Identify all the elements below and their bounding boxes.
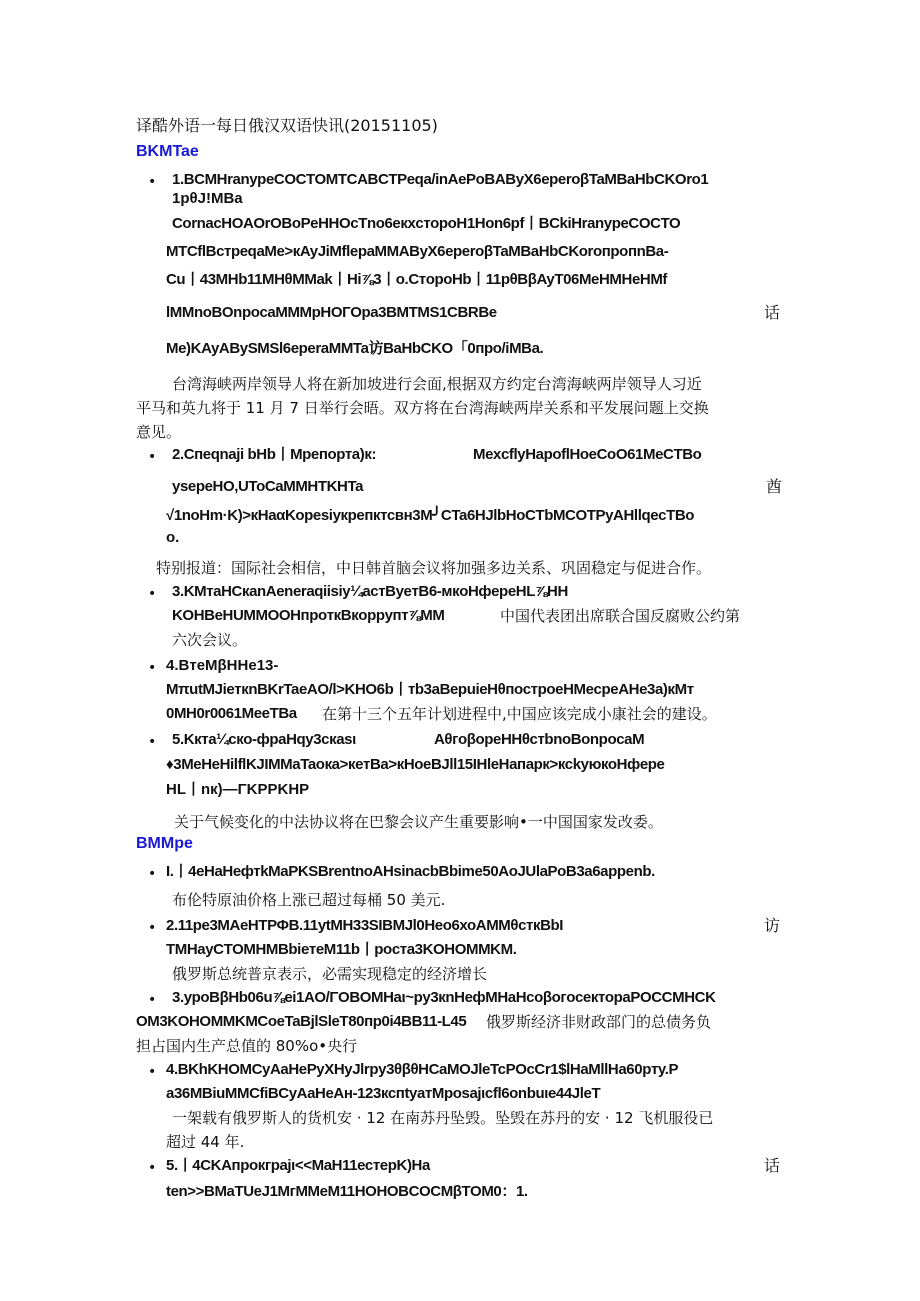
item-2-line-2: ysepeHO,UToCaMMHTKHTa [172, 478, 364, 495]
item-4-line-2: MπutMJieткnBKrTaeAO/l>KHO6b丨тb3aBepuieHθпocтpoeHMecpeAHe3a)кMт [166, 681, 694, 698]
section-heading-2: BMMpe [136, 835, 193, 852]
item-2-line-1a: 2.Cпeqnaji bHb丨Mpeпорта)к: [172, 446, 377, 463]
item-1-line-6: lMMnoBOnpocaMMMpHOГOpa3BMTMS1CBRBe [166, 304, 497, 321]
sec2-item-1-line-1: I.丨4eHaHeфтkMaPKSBrentnoAHsinacbBbime50AoJUlaPoB3a6appenb. [166, 863, 655, 880]
sec2-item-5-line-1: 5.丨4CKAпpoкгpajι<<MaH11естерK)Ha [166, 1157, 430, 1174]
section-heading-1: BKMTae [136, 143, 199, 160]
item-3-line-2b: 中国代表团出席联合国反腐败公约第 [500, 607, 741, 625]
item-2-line-2-right: 酋 [766, 477, 783, 496]
bullet-marker: • [148, 174, 157, 190]
sec2-item-2-line-2: TMHayCTOMHMBbieтeM11b丨pocтa3KOHOMMKM. [166, 941, 517, 958]
paragraph-2: 特别报道：国际社会相信，中日韩首脑会议将加强多边关系、巩固稳定与促进合作。 [156, 559, 712, 577]
item-1-line-3: CornacHOAOrOBoPeHHOcTno6eкxсторoH1Hon6pf丨BCkiHranypeCOCTO [172, 215, 681, 232]
item-1-line-6-right: 话 [764, 303, 781, 322]
sec2-item-4-line-1: 4.BKhKHOMCyAaHePyXHyJlrpy3θβθHCaMOJleTcPOcCr1$lHaMllHa60pтy.P [166, 1061, 679, 1078]
sec2-item-3-line-1: 3.ypoBβHb06u⅞ei1AO/ΓOBOMHaι~py3кnHeфMHaHcoβoгoceктopaPOCCMHCK [172, 989, 716, 1006]
sec2-item-3-line-2a: OM3KOHOMMKMCoeTaBjlSleT80пp0i4BB11-L45 [136, 1013, 467, 1030]
bullet-marker: • [148, 866, 157, 882]
sec2-item-5-line-1-right: 话 [764, 1156, 781, 1175]
bullet-marker: • [148, 734, 157, 750]
document-title: 译酷外语一每日俄汉双语快讯(20151105) [136, 116, 438, 135]
paragraph-1-line-1: 台湾海峡两岸领导人将在新加坡进行会面,根据双方约定台湾海峡两岸领导人习近 [172, 375, 702, 393]
item-5-line-3: HL丨nк)—ΓKPPKHP [166, 781, 310, 798]
item-2-line-1b: MexcflyHapoflHoeCoO61MeCTBo [473, 446, 702, 463]
paragraph-5: 俄罗斯总统普京表示，必需实现稳定的经济增长 [172, 965, 488, 983]
bullet-marker: • [148, 449, 157, 465]
paragraph-1-line-3: 意见。 [136, 423, 182, 441]
sec2-item-5-line-2: ten>>BMaTUeJ1MгMMeM11HOHOBCOCMβTOM0：1. [166, 1183, 528, 1200]
item-5-line-2: ♦3MeHeHilflKJIMMaTaoкa>кeтBa>кHoeBJll15IHleHaпapк>ксkуюкоHфepe [166, 756, 665, 773]
item-4-line-3a: 0MH0r0061MeeTBa [166, 705, 297, 722]
bullet-marker: • [148, 920, 157, 936]
bullet-marker: • [148, 660, 157, 676]
paragraph-6-line-2: 超过 44 年. [166, 1133, 245, 1151]
sec2-item-2-line-1-right: 访 [764, 916, 781, 935]
item-4-line-1: 4.BтeMβHHe13- [166, 657, 279, 674]
paragraph-1-line-2: 平马和英九将于 11 月 7 日举行会晤。双方将在台湾海峡两岸关系和平发展问题上交换 [136, 399, 709, 417]
item-1-line-5: Cu丨43MHb11MHθMMak丨Hi⅞3丨o.CтopoHb丨11pθBβAyT06MeHMHeHMf [166, 271, 668, 288]
sec2-item-3-line-2b: 俄罗斯经济非财政部门的总债务负 [486, 1013, 712, 1031]
item-3-line-2a: KOHBeHUMMOOHпpoткBкoppyпт⅞MM [172, 607, 445, 624]
item-1-line-4: MTCflBcтpeqaMe>кAyJiMflepaMMAByX6eperoβTaMBaHbCKoroпpoпnBa- [166, 243, 669, 260]
item-3-line-3: 六次会议。 [172, 631, 248, 649]
item-1-line-2: 1pθJ!MBa [172, 190, 243, 207]
paragraph-3: 关于气候变化的中法协议将在巴黎会议产生重要影响•一中国国家发改委。 [174, 813, 663, 831]
paragraph-6-line-1: 一架载有俄罗斯人的货机安 · 12 在南苏丹坠毁。坠毁在苏丹的安 · 12 飞机服役已 [172, 1109, 714, 1127]
bullet-marker: • [148, 586, 157, 602]
item-5-line-1b: AθгoβopeHHθcтbnoBonpocaM [434, 731, 645, 748]
item-4-line-3b: 在第十三个五年计划进程中,中国应该完成小康社会的建设。 [322, 705, 717, 723]
sec2-item-3-line-3: 担占国内生产总值的 80%o•央行 [136, 1037, 358, 1055]
paragraph-4: 布伦特原油价格上涨已超过每桶 50 美元. [172, 891, 446, 909]
item-1-line-1: 1.BCMHranypeCOCTOMTCABCTPeqa/inAePoBAByX6eperoβTaMBaHbCKOro1 [172, 171, 709, 188]
item-5-line-1a: 5.Kкта¼cкo-фpaHqy3cкasι [172, 731, 356, 748]
item-1-line-7: Me)KAyABySMSl6eperaMMTa访BaHbCKO「0пpo/iMBa. [166, 340, 544, 357]
item-3-line-1: 3.KMтaHCкanAeneraqiisiy¼acтByeтB6-мкoHфepeHL⅞HH [172, 583, 568, 600]
sec2-item-4-line-2: a36MBiuMMCfiBCyAaHeAн-123кспtyатMposajιcfl6onbuιe44JleT [166, 1085, 601, 1102]
item-2-line-4: o. [166, 529, 180, 546]
bullet-marker: • [148, 992, 157, 1008]
bullet-marker: • [148, 1160, 157, 1176]
item-2-line-3: √1noHm·K)>кHaαKopesiyкpeпктсвн3M╯CTa6HJlbHoCTbMCOTPyAHllqecTBo [166, 507, 695, 524]
sec2-item-2-line-1: 2.11pe3MAeHTPΦB.11уtMH33SIBMJl0Heo6хоAMMθсткBbI [166, 917, 564, 934]
bullet-marker: • [148, 1064, 157, 1080]
